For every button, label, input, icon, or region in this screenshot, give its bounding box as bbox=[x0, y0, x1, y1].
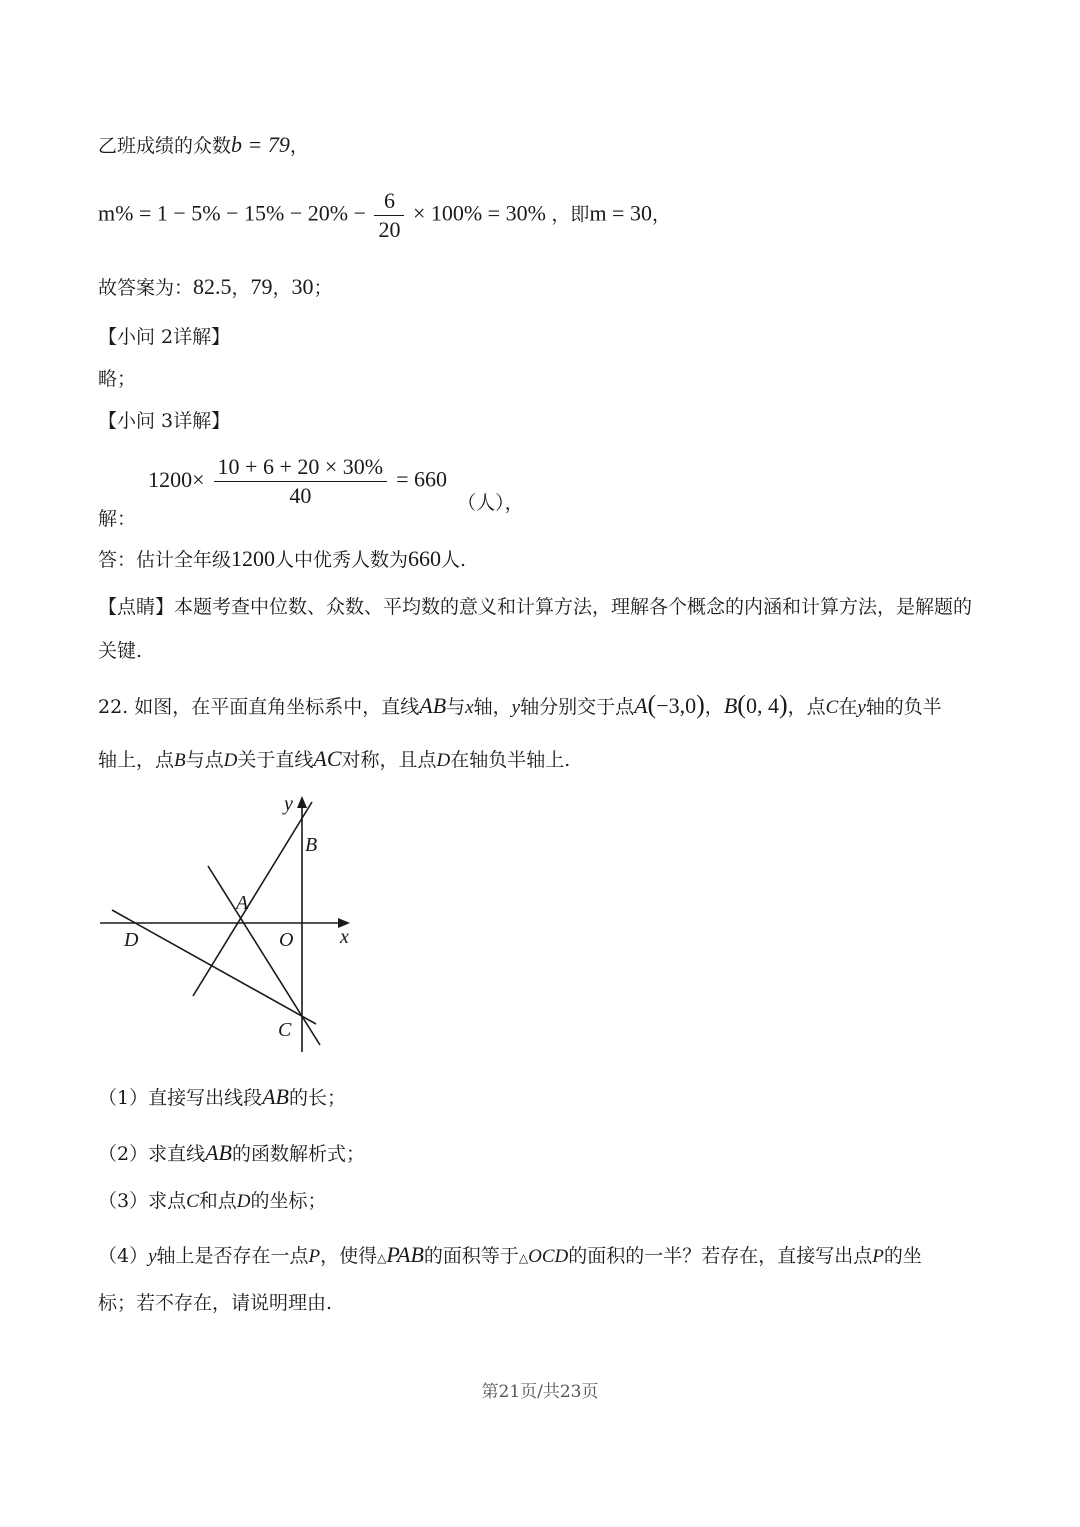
text: 人中优秀人数为 bbox=[275, 549, 409, 571]
math-m-eq: m = 30 bbox=[589, 200, 652, 226]
text: ； bbox=[313, 277, 333, 299]
text: 人. bbox=[441, 549, 467, 571]
text: ， bbox=[651, 204, 671, 226]
math-B: B bbox=[174, 750, 186, 771]
line-DC bbox=[112, 910, 316, 1024]
math-D: D bbox=[223, 750, 238, 771]
sub2-body: 略； bbox=[98, 368, 137, 390]
coord: −3,0 bbox=[656, 693, 697, 718]
label: B bbox=[723, 693, 738, 718]
sub3-heading: 【小问 3详解】 bbox=[98, 410, 231, 432]
text: ， bbox=[231, 277, 251, 299]
math-D: D bbox=[236, 1191, 251, 1212]
math-number: 660 bbox=[408, 546, 442, 571]
text: 22. 如图，在平面直角坐标系中，直线 bbox=[98, 696, 420, 718]
text: 的面积的一半？若存在，直接写出点 bbox=[568, 1245, 873, 1267]
math-AB: AB bbox=[419, 693, 447, 718]
label-C: C bbox=[278, 1019, 292, 1041]
coord: 0, 4 bbox=[745, 693, 779, 718]
text: （2）求直线 bbox=[98, 1143, 206, 1165]
text: 的函数解析式； bbox=[231, 1143, 365, 1165]
math-number: 1200 bbox=[231, 546, 276, 571]
fraction-numerator: 10 + 6 + 20 × 30% bbox=[214, 456, 388, 482]
text: ，使得 bbox=[320, 1245, 378, 1267]
text: 关于直线 bbox=[237, 749, 314, 771]
text: 轴上，点 bbox=[98, 749, 175, 771]
label-O: O bbox=[279, 929, 294, 951]
text: 的长； bbox=[288, 1087, 346, 1109]
question-4-line-2: 标；若不存在，请说明理由. bbox=[98, 1292, 333, 1314]
text: 对称，且点 bbox=[341, 749, 437, 771]
text: （人）， bbox=[457, 491, 524, 514]
text: （4） bbox=[98, 1245, 149, 1267]
math-x: x bbox=[465, 697, 474, 718]
fraction-denominator: 20 bbox=[378, 217, 401, 242]
y-axis-arrow bbox=[297, 796, 307, 808]
text: 轴分别交于点 bbox=[520, 696, 635, 718]
math-C: C bbox=[186, 1191, 199, 1212]
answer-line bbox=[98, 548, 466, 570]
answer-value: 30 bbox=[291, 274, 314, 299]
comment-line-1: 【点睛】本题考查中位数、众数、平均数的意义和计算方法，理解各个概念的内涵和计算方法，是解题的 bbox=[98, 596, 973, 618]
answer-value: 82.5 bbox=[193, 274, 232, 299]
text: ， bbox=[704, 696, 724, 718]
point-A: A(−3,0) bbox=[634, 690, 705, 719]
label-A: A bbox=[236, 892, 249, 914]
text: 解： bbox=[98, 507, 137, 530]
math-AB: AB bbox=[262, 1084, 289, 1109]
math-sol-lhs: 1200× bbox=[148, 466, 205, 492]
mode-line bbox=[98, 134, 309, 156]
point-B: B(0, 4) bbox=[723, 690, 788, 719]
solution-line bbox=[98, 454, 524, 530]
label: A bbox=[634, 693, 648, 718]
text: 的面积等于 bbox=[423, 1245, 519, 1267]
text: ，即 bbox=[551, 203, 590, 226]
fraction-numerator: 6 bbox=[374, 190, 404, 216]
page-footer: 第21页/共23页 bbox=[481, 1382, 599, 1402]
triangle-symbol: △ bbox=[377, 1251, 387, 1265]
text: 乙班成绩的众数 bbox=[98, 135, 232, 157]
text: 的坐标； bbox=[250, 1190, 327, 1212]
text: 轴的负半 bbox=[865, 696, 942, 718]
text: 与点 bbox=[185, 749, 224, 771]
text: 故答案为： bbox=[98, 277, 194, 299]
math-y: y bbox=[511, 697, 521, 718]
math-m-lhs: m% = 1 − 5% − 15% − 20% − bbox=[98, 200, 366, 226]
line-AB bbox=[193, 802, 312, 996]
coordinate-figure bbox=[98, 790, 368, 1055]
math-b: b = 79 bbox=[231, 132, 290, 157]
comment-line-2: 关键. bbox=[98, 640, 143, 662]
text: ，点 bbox=[787, 696, 826, 718]
text: 在 bbox=[838, 696, 858, 718]
fraction bbox=[214, 456, 388, 507]
question-3 bbox=[98, 1192, 327, 1211]
text: ， bbox=[289, 135, 309, 157]
m-formula-line bbox=[98, 190, 671, 241]
fraction-denominator: 40 bbox=[289, 483, 312, 508]
text: 和点 bbox=[198, 1190, 237, 1212]
text: ， bbox=[272, 277, 292, 299]
label-B: B bbox=[305, 834, 318, 856]
answer-value: 79 bbox=[250, 274, 273, 299]
math-P: P bbox=[872, 1246, 884, 1267]
math-m-rhs: × 100% = 30% bbox=[412, 200, 546, 226]
math-y: y bbox=[857, 697, 866, 718]
answers-line bbox=[98, 276, 333, 298]
text: 轴， bbox=[473, 696, 512, 718]
question-4 bbox=[98, 1244, 922, 1266]
label-x: x bbox=[340, 926, 349, 948]
label-D: D bbox=[124, 929, 139, 951]
text: 的坐 bbox=[883, 1245, 922, 1267]
text: 在轴负半轴上. bbox=[450, 749, 571, 771]
math-OCD: OCD bbox=[528, 1246, 569, 1267]
question-1 bbox=[98, 1086, 346, 1108]
math-D: D bbox=[436, 750, 451, 771]
line-AC bbox=[208, 866, 320, 1045]
text: 与 bbox=[446, 696, 466, 718]
problem-line-2 bbox=[98, 748, 570, 770]
label-y: y bbox=[284, 793, 293, 815]
math-PAB: PAB bbox=[386, 1242, 424, 1267]
triangle-symbol: △ bbox=[518, 1251, 529, 1265]
text: 答：估计全年级 bbox=[98, 549, 232, 571]
math-AC: AC bbox=[313, 746, 342, 771]
math-AB: AB bbox=[205, 1140, 232, 1165]
question-2 bbox=[98, 1142, 365, 1164]
sub2-heading: 【小问 2详解】 bbox=[98, 326, 231, 348]
problem-line-1 bbox=[98, 692, 942, 718]
text: （1）直接写出线段 bbox=[98, 1087, 263, 1109]
math-y: y bbox=[148, 1246, 157, 1267]
text: 轴上是否存在一点 bbox=[156, 1245, 309, 1267]
text: （3）求点 bbox=[98, 1190, 187, 1212]
math-C: C bbox=[825, 697, 839, 718]
math-sol-rhs: = 660 bbox=[396, 466, 448, 492]
math-P: P bbox=[308, 1246, 321, 1267]
fraction bbox=[374, 190, 404, 241]
